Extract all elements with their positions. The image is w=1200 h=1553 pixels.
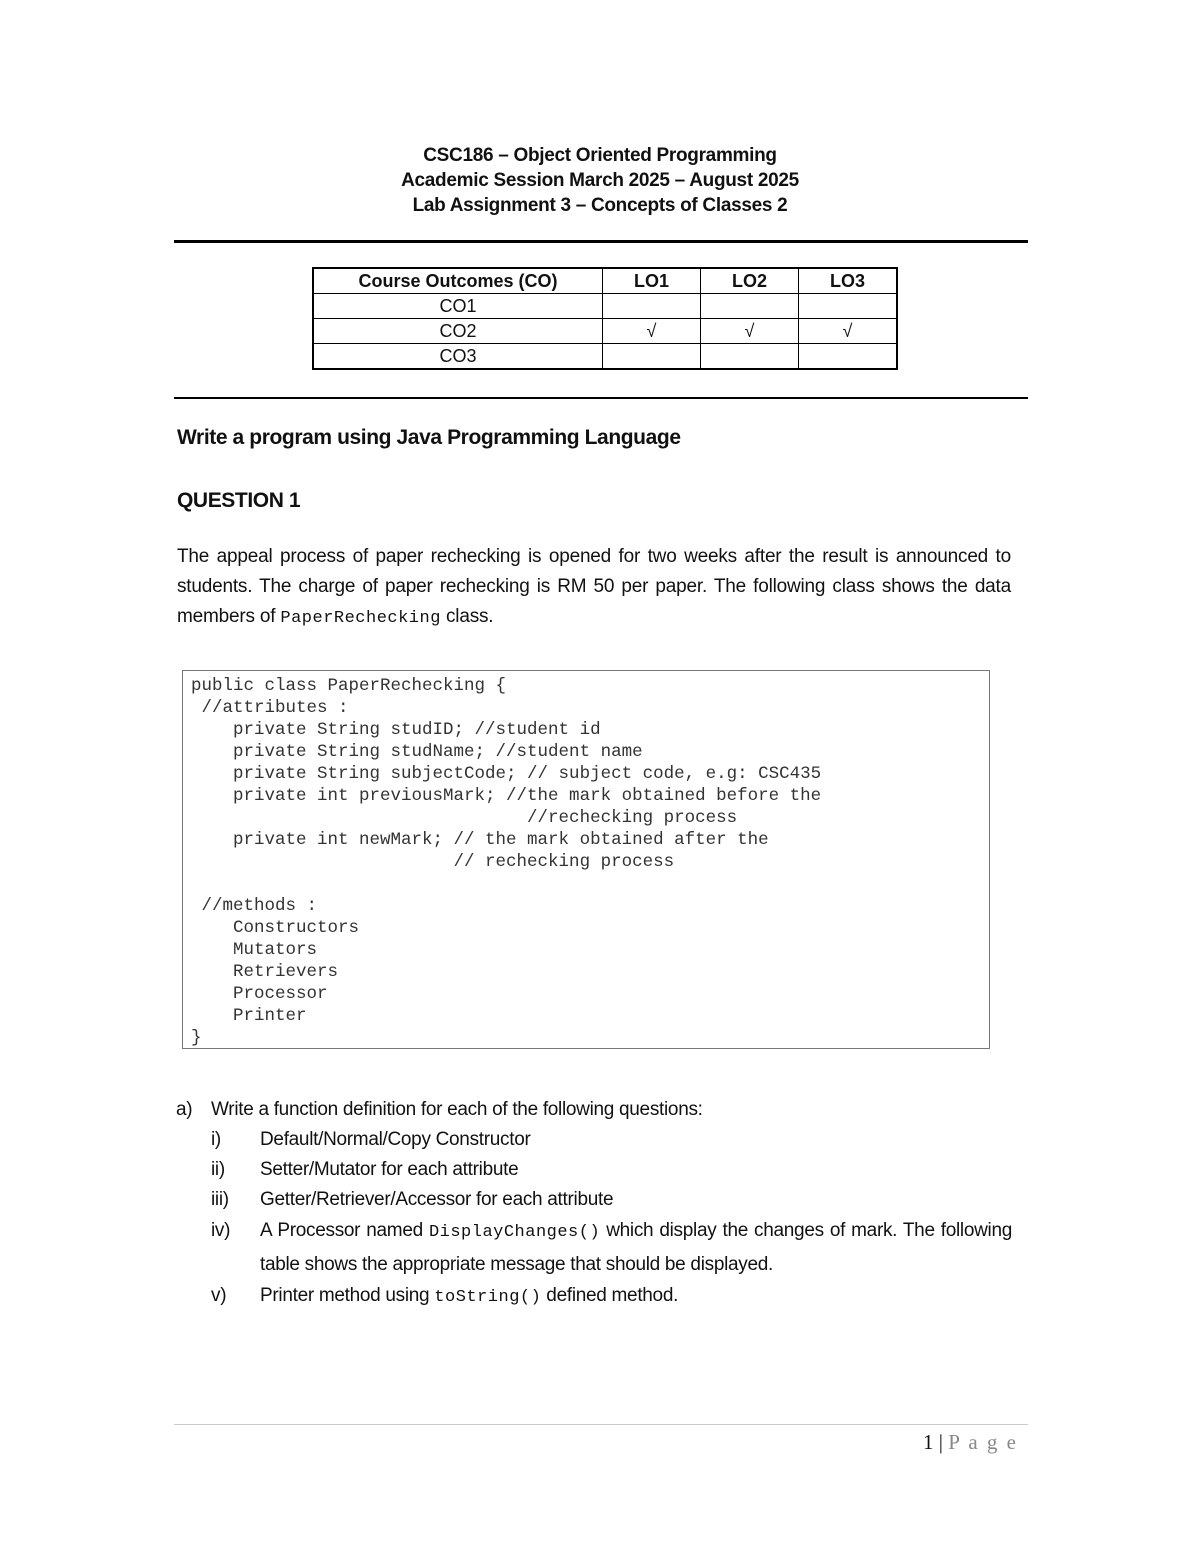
table-cell: √: [603, 319, 701, 344]
table-cell: [603, 344, 701, 370]
class-name-code: PaperRechecking: [280, 609, 441, 628]
footer-divider: [174, 1424, 1028, 1425]
course-title: CSC186 – Object Oriented Programming: [423, 145, 777, 166]
list-item: [176, 1215, 1012, 1281]
item-text-start: A Processor named: [260, 1220, 429, 1241]
table-header-row: [313, 268, 897, 294]
list-item: [176, 1185, 1012, 1215]
table-row: [313, 294, 897, 319]
code-line: Constructors: [191, 918, 360, 938]
code-line: private String subjectCode; // subject code, e.g: CSC435: [191, 764, 822, 784]
item-text-end: which display the changes of mark. The following table shows the appropriate message that should be displayed.: [260, 1220, 1013, 1275]
section-divider: [174, 397, 1028, 399]
academic-session: Academic Session March 2025 – August 2025: [401, 170, 799, 191]
item-label: iii): [211, 1189, 229, 1210]
question-intro: [177, 542, 1011, 634]
item-text: [260, 1281, 1012, 1313]
course-outcomes-table: [312, 267, 898, 370]
code-line: Processor: [191, 984, 328, 1004]
intro-text: The appeal process of paper rechecking is opened for two weeks after the result is announced to students. The charge of paper rechecking is RM 50 per paper. The following class shows the data members of: [177, 546, 1011, 627]
method-name-code: DisplayChanges(): [428, 1223, 601, 1242]
list-item: [176, 1155, 1012, 1185]
table-cell: [799, 344, 898, 370]
part-a-list: [176, 1095, 1012, 1313]
table-cell: √: [799, 319, 898, 344]
item-text: Getter/Retriever/Accessor for each attribute: [260, 1189, 614, 1210]
assignment-title: Lab Assignment 3 – Concepts of Classes 2: [412, 195, 788, 216]
table-header-cell: LO3: [799, 268, 898, 294]
page-footer: [923, 1430, 1018, 1455]
part-text: Write a function definition for each of the following questions:: [211, 1099, 703, 1120]
item-label: i): [211, 1129, 221, 1150]
part-label: a): [176, 1099, 193, 1120]
code-line: Retrievers: [191, 962, 339, 982]
code-line: private int newMark; // the mark obtained after the: [191, 830, 769, 850]
item-text-end: defined method.: [541, 1285, 679, 1306]
item-label: ii): [211, 1159, 225, 1180]
top-divider: [174, 240, 1028, 243]
code-line: private String studName; //student name: [191, 742, 643, 762]
list-item: [176, 1281, 1012, 1313]
code-line: Printer: [191, 1006, 307, 1026]
page-number: 1: [922, 1430, 934, 1454]
table-cell: CO1: [313, 294, 603, 319]
code-line: Mutators: [191, 940, 318, 960]
item-text-start: Printer method using: [260, 1285, 435, 1306]
code-line: private int previousMark; //the mark obtained before the: [191, 786, 822, 806]
code-line: //rechecking process: [191, 808, 738, 828]
code-listing: [182, 670, 990, 1049]
table-row: [313, 344, 897, 370]
table-cell: CO2: [313, 319, 603, 344]
code-line: //attributes :: [191, 698, 349, 718]
code-line: // rechecking process: [191, 852, 675, 872]
list-item: [176, 1095, 1012, 1125]
table-cell: [799, 294, 898, 319]
table-cell: CO3: [313, 344, 603, 370]
question-title: QUESTION 1: [177, 489, 301, 512]
method-name-code: toString(): [434, 1288, 542, 1307]
document-header: [0, 143, 1200, 218]
table-header-cell: Course Outcomes (CO): [313, 268, 603, 294]
code-block: [183, 671, 989, 1049]
table-cell: [701, 294, 799, 319]
item-label: iv): [211, 1220, 231, 1241]
item-text: Default/Normal/Copy Constructor: [260, 1129, 531, 1150]
code-line: private String studID; //student id: [191, 720, 601, 740]
item-text: Setter/Mutator for each attribute: [260, 1159, 519, 1180]
table-header-cell: LO2: [701, 268, 799, 294]
page-separator: |: [933, 1430, 949, 1454]
table-cell: √: [701, 319, 799, 344]
table-header-cell: LO1: [603, 268, 701, 294]
page-label: P a g e: [948, 1430, 1018, 1454]
code-line: }: [191, 1028, 202, 1048]
list-item: [176, 1125, 1012, 1155]
table-row: [313, 319, 897, 344]
table-cell: [701, 344, 799, 370]
item-text: [260, 1215, 1012, 1281]
instruction-heading: Write a program using Java Programming Language: [177, 426, 681, 449]
intro-text-end: class.: [440, 606, 494, 627]
code-line: public class PaperRechecking {: [191, 676, 507, 696]
item-label: v): [211, 1285, 227, 1306]
table-cell: [603, 294, 701, 319]
code-line: //methods :: [191, 896, 318, 916]
